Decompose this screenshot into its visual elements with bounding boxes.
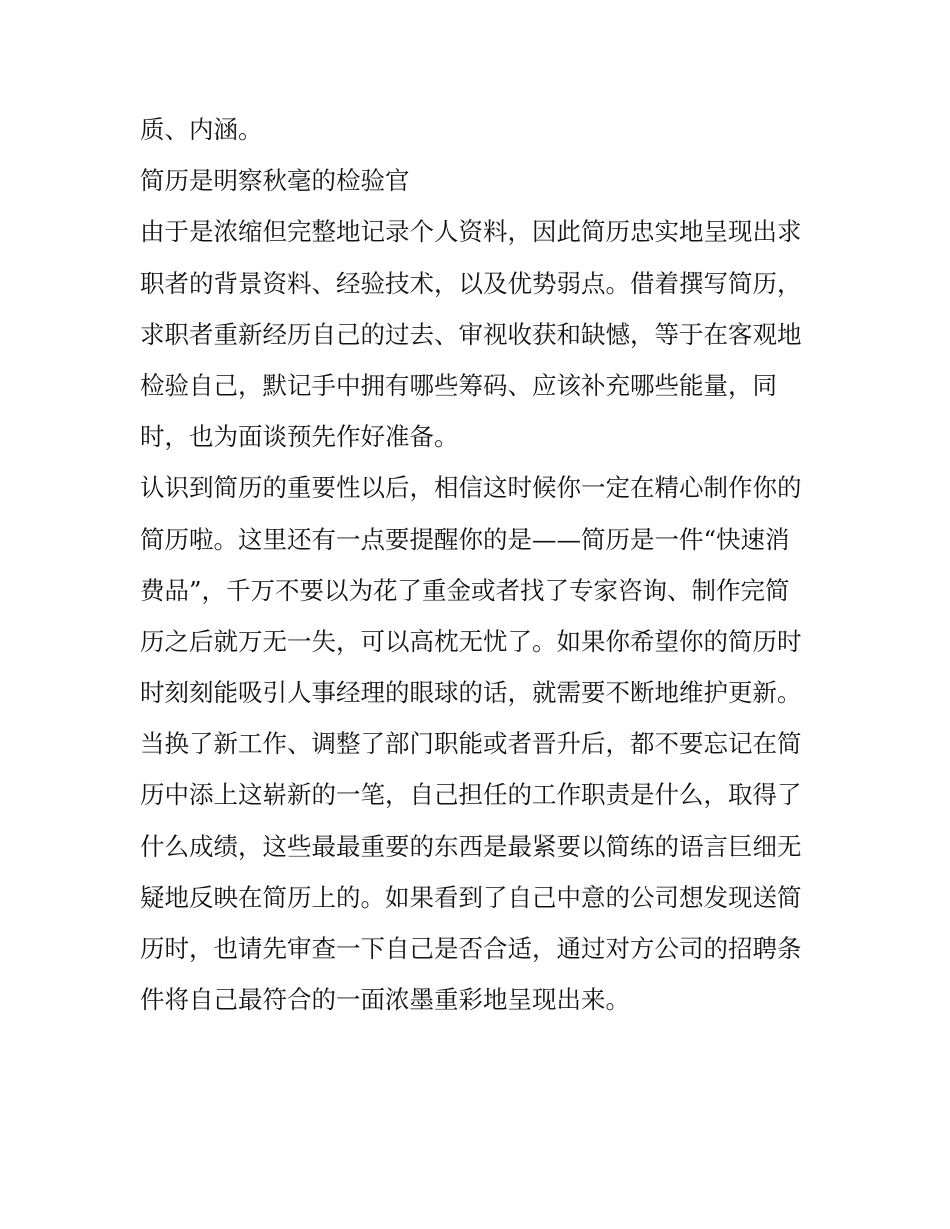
text-line: 历时，也请先审查一下自己是否合适，通过对方公司的招聘条 — [140, 934, 802, 963]
text-line: 职者的背景资料、经验技术，以及优势弱点。借着撰写简历， — [140, 268, 802, 298]
text-line: 质、内涵。 — [140, 115, 263, 144]
text-line: 什么成绩，这些最最重要的东西是最紧要以简练的语言巨细无 — [140, 831, 802, 861]
text-line: 时刻刻能吸引人事经理的眼球的话，就需要不断地维护更新。 — [140, 678, 802, 708]
text-line: 由于是浓缩但完整地记录个人资料，因此简历忠实地呈现出求 — [140, 217, 802, 247]
text-line: 求职者重新经历自己的过去、审视收获和缺憾，等于在客观地 — [140, 319, 802, 349]
text-line: 历中添上这崭新的一笔，自己担任的工作职责是什么，取得了 — [140, 780, 802, 810]
text-line: 简历啦。这里还有一点要提醒你的是——简历是一件“快速消 — [140, 524, 790, 554]
text-line: 当换了新工作、调整了部门职能或者晋升后，都不要忘记在简 — [140, 729, 802, 759]
text-line: 疑地反映在简历上的。如果看到了自己中意的公司想发现送简 — [140, 882, 802, 912]
document-body — [140, 104, 820, 1025]
text-line: 时，也为面谈预先作好准备。 — [140, 422, 459, 452]
text-line: 件将自己最符合的一面浓墨重彩地呈现出来。 — [140, 985, 630, 1015]
text-line: 检验自己，默记手中拥有哪些筹码、应该补充哪些能量，同 — [140, 370, 777, 400]
text-line: 认识到简历的重要性以后，相信这时候你一定在精心制作你的 — [140, 473, 802, 503]
text-line: 费品”，千万不要以为花了重金或者找了专家咨询、制作完简 — [140, 575, 790, 605]
text-line: 历之后就万无一失，可以高枕无忧了。如果你希望你的简历时 — [140, 626, 802, 656]
section-heading: 简历是明察秋毫的检验官 — [140, 166, 410, 196]
